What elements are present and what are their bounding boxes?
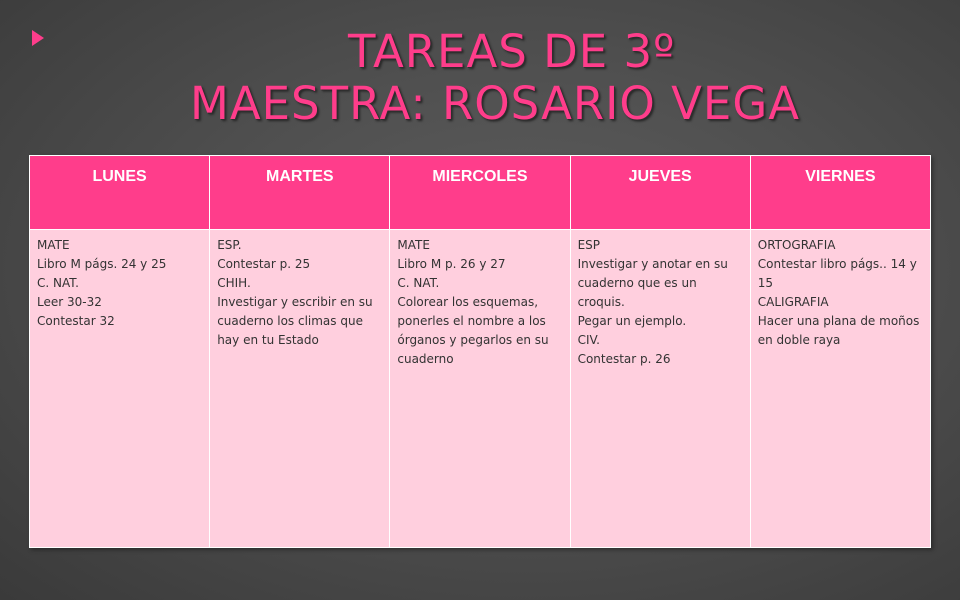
cell-lunes: [30, 230, 210, 548]
cell-entry: Libro M p. 26 y 27: [397, 257, 506, 271]
cell-miercoles: [390, 230, 570, 548]
cell-entry: MATE: [37, 238, 70, 252]
cell-entry: ORTOGRAFIA: [757, 238, 836, 252]
cell-entry: CIV.: [577, 333, 600, 347]
cell-entry: C. NAT.: [37, 276, 79, 290]
cell-viernes: [750, 230, 930, 548]
cell-jueves: [570, 230, 750, 548]
title-line-2: MAESTRA: ROSARIO VEGA: [190, 77, 800, 130]
cell-entry: Libro M págs. 24 y 25: [37, 257, 167, 271]
page-title: [190, 26, 930, 130]
cell-entry: CALIGRAFIA: [757, 295, 829, 309]
homework-table: [29, 155, 931, 548]
cell-entry: Leer 30-32: [37, 295, 102, 309]
arrow-right-icon: [32, 30, 44, 46]
cell-entry: ESP: [577, 238, 600, 252]
cell-entry: Contestar p. 25: [217, 257, 311, 271]
cell-entry: ESP.: [217, 238, 242, 252]
header-row: [30, 156, 931, 230]
cell-entry: Contestar libro págs.. 14 y 15: [757, 257, 917, 290]
cell-entry: Investigar y anotar en su cuaderno que es un croquis.: [577, 257, 728, 309]
table-row: [30, 230, 931, 548]
header-jueves: JUEVES: [570, 156, 750, 230]
header-viernes: VIERNES: [750, 156, 930, 230]
cell-martes: [210, 230, 390, 548]
cell-entry: Pegar un ejemplo.: [577, 314, 687, 328]
cell-entry: Hacer una plana de moños en doble raya: [757, 314, 920, 347]
cell-entry: Investigar y escribir en su cuaderno los climas que hay en tu Estado: [217, 295, 373, 347]
cell-entry: C. NAT.: [397, 276, 440, 290]
header-martes: MARTES: [210, 156, 390, 230]
cell-entry: Contestar 32: [37, 314, 115, 328]
cell-entry: CHIH.: [217, 276, 251, 290]
header-lunes: LUNES: [30, 156, 210, 230]
cell-entry: Contestar p. 26: [577, 352, 671, 366]
header-miercoles: MIERCOLES: [390, 156, 570, 230]
cell-entry: Colorear los esquemas, ponerles el nombre a los órganos y pegarlos en su cuaderno: [397, 295, 549, 366]
title-line-1: TAREAS DE 3º: [348, 25, 676, 78]
cell-entry: MATE: [397, 238, 430, 252]
